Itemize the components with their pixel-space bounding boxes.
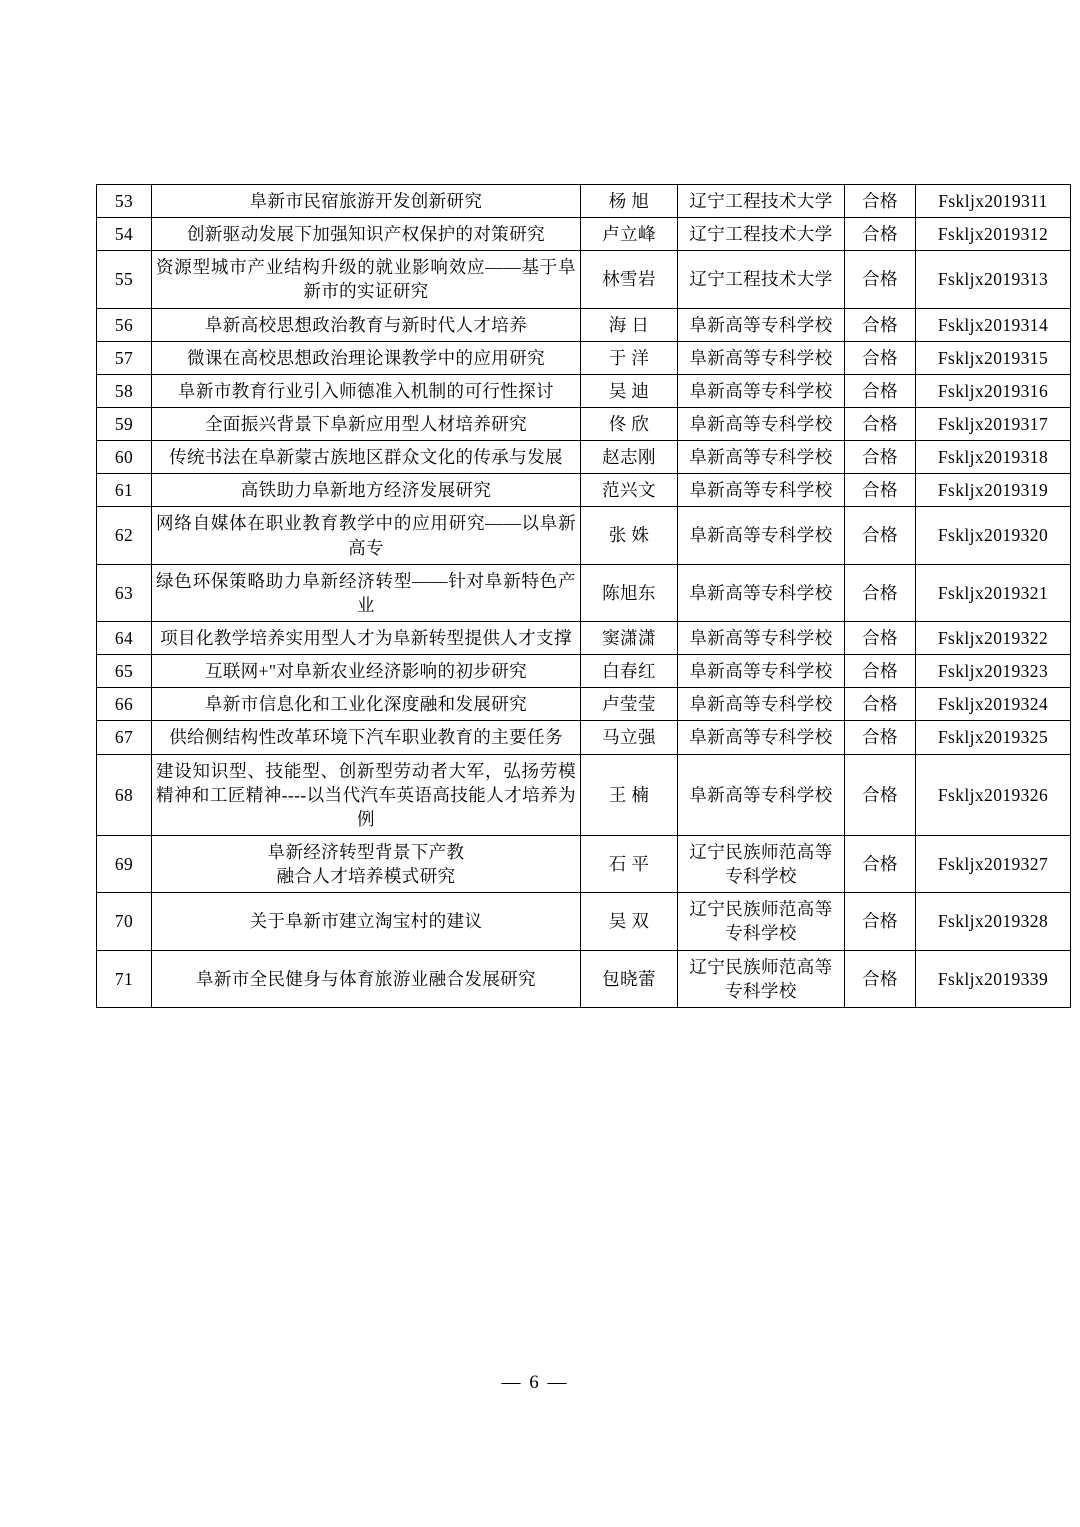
cell-code: Fskljx2019311 — [916, 185, 1071, 218]
table-row — [97, 341, 1071, 374]
table-row — [97, 441, 1071, 474]
table-row — [97, 251, 1071, 308]
cell-organization: 辽宁民族师范高等 专科学校 — [678, 835, 845, 892]
cell-number: 55 — [97, 251, 152, 308]
cell-title: 互联网+"对阜新农业经济影响的初步研究 — [152, 655, 581, 688]
cell-number: 53 — [97, 185, 152, 218]
table-row — [97, 507, 1071, 564]
table-row — [97, 474, 1071, 507]
cell-number: 62 — [97, 507, 152, 564]
cell-title: 阜新市信息化和工业化深度融和发展研究 — [152, 688, 581, 721]
cell-author: 吴 双 — [581, 893, 678, 950]
table-row — [97, 374, 1071, 407]
cell-code: Fskljx2019323 — [916, 655, 1071, 688]
cell-title: 阜新经济转型背景下产教 融合人才培养模式研究 — [152, 835, 581, 892]
cell-author: 包晓蕾 — [581, 950, 678, 1007]
cell-status: 合格 — [845, 441, 916, 474]
cell-number: 68 — [97, 754, 152, 835]
cell-title: 全面振兴背景下阜新应用型人材培养研究 — [152, 407, 581, 440]
cell-status: 合格 — [845, 474, 916, 507]
cell-status: 合格 — [845, 251, 916, 308]
table-row — [97, 835, 1071, 892]
cell-author: 张 姝 — [581, 507, 678, 564]
cell-author: 王 楠 — [581, 754, 678, 835]
cell-status: 合格 — [845, 185, 916, 218]
cell-author: 马立强 — [581, 721, 678, 754]
cell-organization: 辽宁工程技术大学 — [678, 185, 845, 218]
cell-number: 58 — [97, 374, 152, 407]
cell-code: Fskljx2019317 — [916, 407, 1071, 440]
cell-number: 70 — [97, 893, 152, 950]
cell-code: Fskljx2019315 — [916, 341, 1071, 374]
cell-status: 合格 — [845, 407, 916, 440]
cell-number: 67 — [97, 721, 152, 754]
cell-status: 合格 — [845, 754, 916, 835]
cell-status: 合格 — [845, 688, 916, 721]
cell-author: 卢立峰 — [581, 218, 678, 251]
cell-status: 合格 — [845, 374, 916, 407]
cell-number: 69 — [97, 835, 152, 892]
cell-title: 高铁助力阜新地方经济发展研究 — [152, 474, 581, 507]
cell-code: Fskljx2019327 — [916, 835, 1071, 892]
cell-number: 65 — [97, 655, 152, 688]
cell-status: 合格 — [845, 621, 916, 654]
cell-number: 61 — [97, 474, 152, 507]
cell-title: 项目化教学培养实用型人才为阜新转型提供人才支撑 — [152, 621, 581, 654]
cell-number: 63 — [97, 564, 152, 621]
cell-author: 赵志刚 — [581, 441, 678, 474]
cell-author: 林雪岩 — [581, 251, 678, 308]
table-row — [97, 721, 1071, 754]
cell-organization: 辽宁民族师范高等 专科学校 — [678, 950, 845, 1007]
cell-title: 绿色环保策略助力阜新经济转型——针对阜新特色产业 — [152, 564, 581, 621]
cell-code: Fskljx2019322 — [916, 621, 1071, 654]
cell-status: 合格 — [845, 950, 916, 1007]
cell-status: 合格 — [845, 893, 916, 950]
cell-code: Fskljx2019312 — [916, 218, 1071, 251]
cell-status: 合格 — [845, 507, 916, 564]
cell-title: 关于阜新市建立淘宝村的建议 — [152, 893, 581, 950]
cell-organization: 阜新高等专科学校 — [678, 754, 845, 835]
cell-author: 窦潇潇 — [581, 621, 678, 654]
cell-title: 阜新高校思想政治教育与新时代人才培养 — [152, 308, 581, 341]
cell-organization: 阜新高等专科学校 — [678, 374, 845, 407]
page-footer — [0, 1372, 1080, 1394]
cell-number: 56 — [97, 308, 152, 341]
cell-organization: 辽宁民族师范高等 专科学校 — [678, 893, 845, 950]
cell-organization: 阜新高等专科学校 — [678, 688, 845, 721]
cell-number: 54 — [97, 218, 152, 251]
cell-code: Fskljx2019316 — [916, 374, 1071, 407]
cell-author: 白春红 — [581, 655, 678, 688]
cell-organization: 阜新高等专科学校 — [678, 308, 845, 341]
table-row — [97, 950, 1071, 1007]
table-row — [97, 407, 1071, 440]
cell-author: 卢莹莹 — [581, 688, 678, 721]
cell-code: Fskljx2019320 — [916, 507, 1071, 564]
table-row — [97, 308, 1071, 341]
cell-title: 资源型城市产业结构升级的就业影响效应——基于阜新市的实证研究 — [152, 251, 581, 308]
projects-table-container — [96, 184, 1049, 1008]
cell-organization: 阜新高等专科学校 — [678, 474, 845, 507]
table-row — [97, 893, 1071, 950]
cell-title: 供给侧结构性改革环境下汽车职业教育的主要任务 — [152, 721, 581, 754]
table-body — [97, 185, 1071, 1008]
cell-code: Fskljx2019321 — [916, 564, 1071, 621]
cell-code: Fskljx2019328 — [916, 893, 1071, 950]
cell-code: Fskljx2019339 — [916, 950, 1071, 1007]
cell-author: 石 平 — [581, 835, 678, 892]
cell-organization: 阜新高等专科学校 — [678, 407, 845, 440]
cell-organization: 阜新高等专科学校 — [678, 655, 845, 688]
cell-number: 66 — [97, 688, 152, 721]
table-row — [97, 218, 1071, 251]
cell-title: 传统书法在阜新蒙古族地区群众文化的传承与发展 — [152, 441, 581, 474]
page-number-label: — 6 — — [501, 1372, 569, 1393]
cell-author: 佟 欣 — [581, 407, 678, 440]
cell-number: 71 — [97, 950, 152, 1007]
cell-title: 创新驱动发展下加强知识产权保护的对策研究 — [152, 218, 581, 251]
cell-organization: 阜新高等专科学校 — [678, 441, 845, 474]
cell-code: Fskljx2019324 — [916, 688, 1071, 721]
cell-organization: 阜新高等专科学校 — [678, 507, 845, 564]
cell-code: Fskljx2019313 — [916, 251, 1071, 308]
cell-title: 阜新市民宿旅游开发创新研究 — [152, 185, 581, 218]
cell-code: Fskljx2019314 — [916, 308, 1071, 341]
cell-status: 合格 — [845, 308, 916, 341]
cell-status: 合格 — [845, 721, 916, 754]
cell-code: Fskljx2019325 — [916, 721, 1071, 754]
cell-organization: 阜新高等专科学校 — [678, 564, 845, 621]
cell-number: 57 — [97, 341, 152, 374]
cell-status: 合格 — [845, 218, 916, 251]
cell-title: 微课在高校思想政治理论课教学中的应用研究 — [152, 341, 581, 374]
cell-title: 建设知识型、技能型、创新型劳动者大军，弘扬劳模精神和工匠精神----以当代汽车英语高技能人才培养为例 — [152, 754, 581, 835]
cell-organization: 辽宁工程技术大学 — [678, 251, 845, 308]
cell-status: 合格 — [845, 655, 916, 688]
cell-status: 合格 — [845, 341, 916, 374]
cell-number: 60 — [97, 441, 152, 474]
table-row — [97, 621, 1071, 654]
cell-author: 杨 旭 — [581, 185, 678, 218]
cell-number: 64 — [97, 621, 152, 654]
table-row — [97, 688, 1071, 721]
cell-author: 海 日 — [581, 308, 678, 341]
cell-code: Fskljx2019326 — [916, 754, 1071, 835]
cell-number: 59 — [97, 407, 152, 440]
table-row — [97, 564, 1071, 621]
table-row — [97, 754, 1071, 835]
projects-table — [96, 184, 1071, 1008]
cell-code: Fskljx2019318 — [916, 441, 1071, 474]
table-row — [97, 185, 1071, 218]
cell-status: 合格 — [845, 564, 916, 621]
cell-author: 范兴文 — [581, 474, 678, 507]
cell-title: 网络自媒体在职业教育教学中的应用研究——以阜新高专 — [152, 507, 581, 564]
cell-code: Fskljx2019319 — [916, 474, 1071, 507]
cell-author: 陈旭东 — [581, 564, 678, 621]
cell-status: 合格 — [845, 835, 916, 892]
cell-organization: 辽宁工程技术大学 — [678, 218, 845, 251]
cell-organization: 阜新高等专科学校 — [678, 721, 845, 754]
cell-title: 阜新市教育行业引入师德准入机制的可行性探讨 — [152, 374, 581, 407]
cell-author: 吴 迪 — [581, 374, 678, 407]
table-row — [97, 655, 1071, 688]
cell-organization: 阜新高等专科学校 — [678, 621, 845, 654]
cell-author: 于 洋 — [581, 341, 678, 374]
cell-title: 阜新市全民健身与体育旅游业融合发展研究 — [152, 950, 581, 1007]
cell-organization: 阜新高等专科学校 — [678, 341, 845, 374]
